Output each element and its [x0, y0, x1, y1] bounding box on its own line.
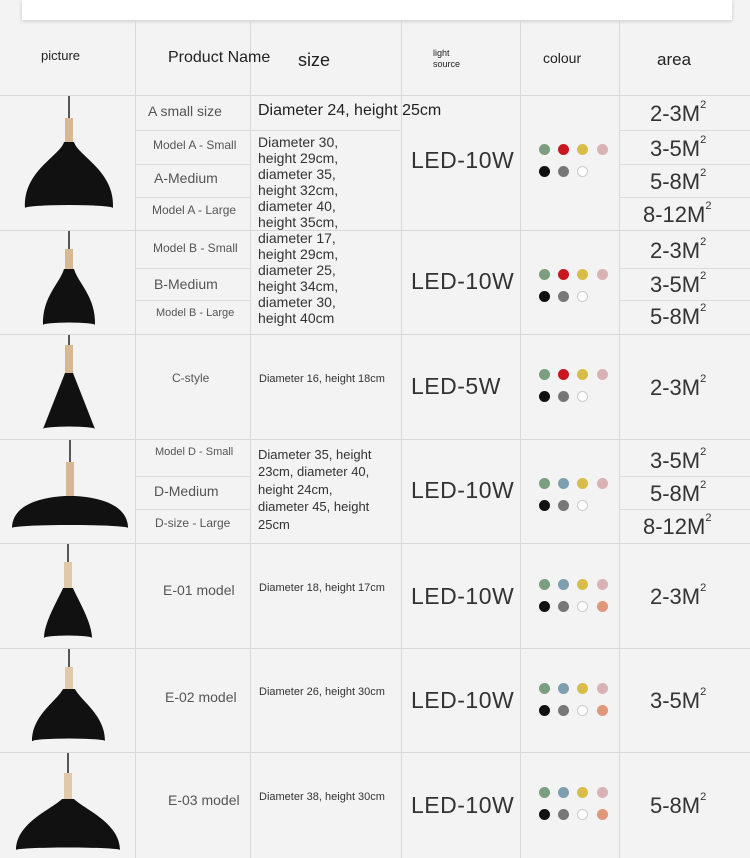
colour-dot-white	[577, 601, 588, 612]
size-spec: diameter 17,	[258, 230, 336, 246]
colour-dot-red	[558, 369, 569, 380]
area-value: $5-8M^2$	[650, 167, 707, 194]
area-value: $2-3M^2$	[650, 236, 707, 263]
lamp-b-image	[38, 231, 102, 331]
colour-dot-green	[539, 579, 550, 590]
colour-dot-yellow	[577, 579, 588, 590]
size-spec: Diameter 24, height 25cm	[258, 102, 442, 119]
size-spec: 25cm	[258, 517, 290, 532]
size-spec: Diameter 35, height	[258, 447, 372, 462]
colour-dot-blue	[558, 478, 569, 489]
area-value: $5-8M^2$	[650, 302, 707, 329]
product-name: E-02 model	[165, 689, 237, 705]
size-spec: Diameter 16, height 18cm	[259, 373, 385, 385]
size-spec: diameter 25,	[258, 262, 336, 278]
colour-dot-gray	[558, 391, 569, 402]
colour-dot-blue	[558, 787, 569, 798]
area-value: $3-5M^2$	[650, 270, 707, 297]
product-name: B-Medium	[154, 276, 218, 292]
colour-dot-salmon	[597, 809, 608, 820]
size-spec: Diameter 26, height 30cm	[259, 686, 385, 698]
product-name: D-Medium	[154, 483, 219, 499]
product-name: E-03 model	[168, 792, 240, 808]
size-spec: Diameter 30,	[258, 134, 339, 150]
size-spec: diameter 30,	[258, 294, 336, 310]
size-spec: Diameter 18, height 17cm	[259, 582, 385, 594]
colour-dot-black	[539, 809, 550, 820]
colour-dot-white	[577, 500, 588, 511]
colour-dot-green	[539, 478, 550, 489]
colour-dot-red	[558, 144, 569, 155]
size-spec: height 24cm,	[258, 482, 333, 497]
lamp-c-image	[38, 335, 102, 435]
colour-dot-pink	[597, 787, 608, 798]
colour-dot-black	[539, 291, 550, 302]
light-source: LED-10W	[411, 687, 515, 713]
colour-dot-white	[577, 391, 588, 402]
colour-dot-black	[539, 500, 550, 511]
colour-dot-pink	[597, 579, 608, 590]
size-spec: 23cm, diameter 40,	[258, 464, 370, 479]
colour-dot-white	[577, 166, 588, 177]
product-name: Model B - Small	[153, 241, 238, 255]
size-spec: diameter 35,	[258, 166, 336, 182]
lamp-d-image	[10, 440, 132, 535]
size-spec: height 32cm,	[258, 182, 339, 198]
size-spec: height 35cm,	[258, 214, 339, 230]
colour-dot-gray	[558, 500, 569, 511]
product-name: A-Medium	[154, 170, 218, 186]
colour-dot-yellow	[577, 144, 588, 155]
area-value: $3-5M^2$	[650, 134, 707, 161]
light-source: LED-10W	[411, 792, 515, 818]
header-product-name: Product Name	[168, 49, 271, 66]
header-picture: picture	[41, 48, 81, 63]
colour-dot-green	[539, 269, 550, 280]
product-name: Model A - Small	[153, 138, 237, 152]
size-spec: height 29cm,	[258, 246, 339, 262]
colour-dot-gray	[558, 166, 569, 177]
header-size: size	[298, 50, 331, 70]
colour-dot-green	[539, 144, 550, 155]
colour-dot-white	[577, 809, 588, 820]
light-source: LED-10W	[411, 268, 515, 294]
colour-dot-green	[539, 369, 550, 380]
size-spec: diameter 40,	[258, 198, 336, 214]
colour-dot-black	[539, 601, 550, 612]
area-value: $2-3M^2$	[650, 99, 707, 126]
colour-dot-black	[539, 166, 550, 177]
product-name: C-style	[172, 371, 210, 385]
row-divider	[0, 230, 750, 231]
size-spec: height 40cm	[258, 310, 335, 326]
area-value: $5-8M^2$	[650, 791, 707, 818]
area-value: $2-3M^2$	[650, 582, 707, 609]
colour-dot-yellow	[577, 683, 588, 694]
colour-dot-black	[539, 391, 550, 402]
colour-dot-pink	[597, 683, 608, 694]
product-name: A small size	[148, 103, 222, 119]
lamp-e01-image	[38, 544, 102, 644]
lamp-a-image	[20, 96, 120, 216]
colour-dot-salmon	[597, 601, 608, 612]
colour-dot-white	[577, 705, 588, 716]
header-light-source-2: source	[433, 59, 461, 69]
product-name: Model A - Large	[152, 203, 237, 217]
colour-dot-salmon	[597, 705, 608, 716]
light-source: LED-10W	[411, 147, 515, 173]
colour-dot-gray	[558, 705, 569, 716]
colour-dot-green	[539, 683, 550, 694]
colour-dot-yellow	[577, 478, 588, 489]
size-spec: height 29cm,	[258, 150, 339, 166]
row-divider	[0, 543, 750, 544]
colour-dot-yellow	[577, 369, 588, 380]
product-name: D-size - Large	[155, 516, 231, 530]
light-source: LED-10W	[411, 477, 515, 503]
colour-dot-yellow	[577, 787, 588, 798]
lamp-e02-image	[25, 649, 115, 749]
area-value: $2-3M^2$	[650, 373, 707, 400]
area-value: $5-8M^2$	[650, 479, 707, 506]
product-name: Model B - Large	[156, 307, 235, 319]
area-value: $3-5M^2$	[650, 446, 707, 473]
size-spec: height 34cm,	[258, 278, 339, 294]
row-divider	[0, 334, 750, 335]
header-area: area	[657, 50, 692, 69]
header-light-source-1: light	[433, 48, 450, 58]
header-colour: colour	[543, 50, 582, 66]
colour-dot-pink	[597, 144, 608, 155]
light-source: LED-10W	[411, 583, 515, 609]
light-source: LED-5W	[411, 373, 501, 399]
colour-dot-pink	[597, 269, 608, 280]
product-name: Model D - Small	[155, 446, 234, 458]
colour-dot-pink	[597, 369, 608, 380]
area-value: $8-12M^2$	[643, 512, 712, 539]
size-spec: diameter 45, height	[258, 499, 370, 514]
lamp-e03-image	[12, 753, 128, 857]
size-spec: Diameter 38, height 30cm	[259, 791, 385, 803]
colour-dot-white	[577, 291, 588, 302]
area-value: $3-5M^2$	[650, 686, 707, 713]
colour-dot-gray	[558, 291, 569, 302]
product-name: E-01 model	[163, 582, 235, 598]
colour-dot-blue	[558, 683, 569, 694]
colour-dot-red	[558, 269, 569, 280]
area-value: $8-12M^2$	[643, 200, 712, 227]
colour-dot-green	[539, 787, 550, 798]
colour-dot-blue	[558, 579, 569, 590]
colour-dot-gray	[558, 601, 569, 612]
colour-dot-yellow	[577, 269, 588, 280]
colour-dot-gray	[558, 809, 569, 820]
colour-dot-pink	[597, 478, 608, 489]
colour-dot-black	[539, 705, 550, 716]
